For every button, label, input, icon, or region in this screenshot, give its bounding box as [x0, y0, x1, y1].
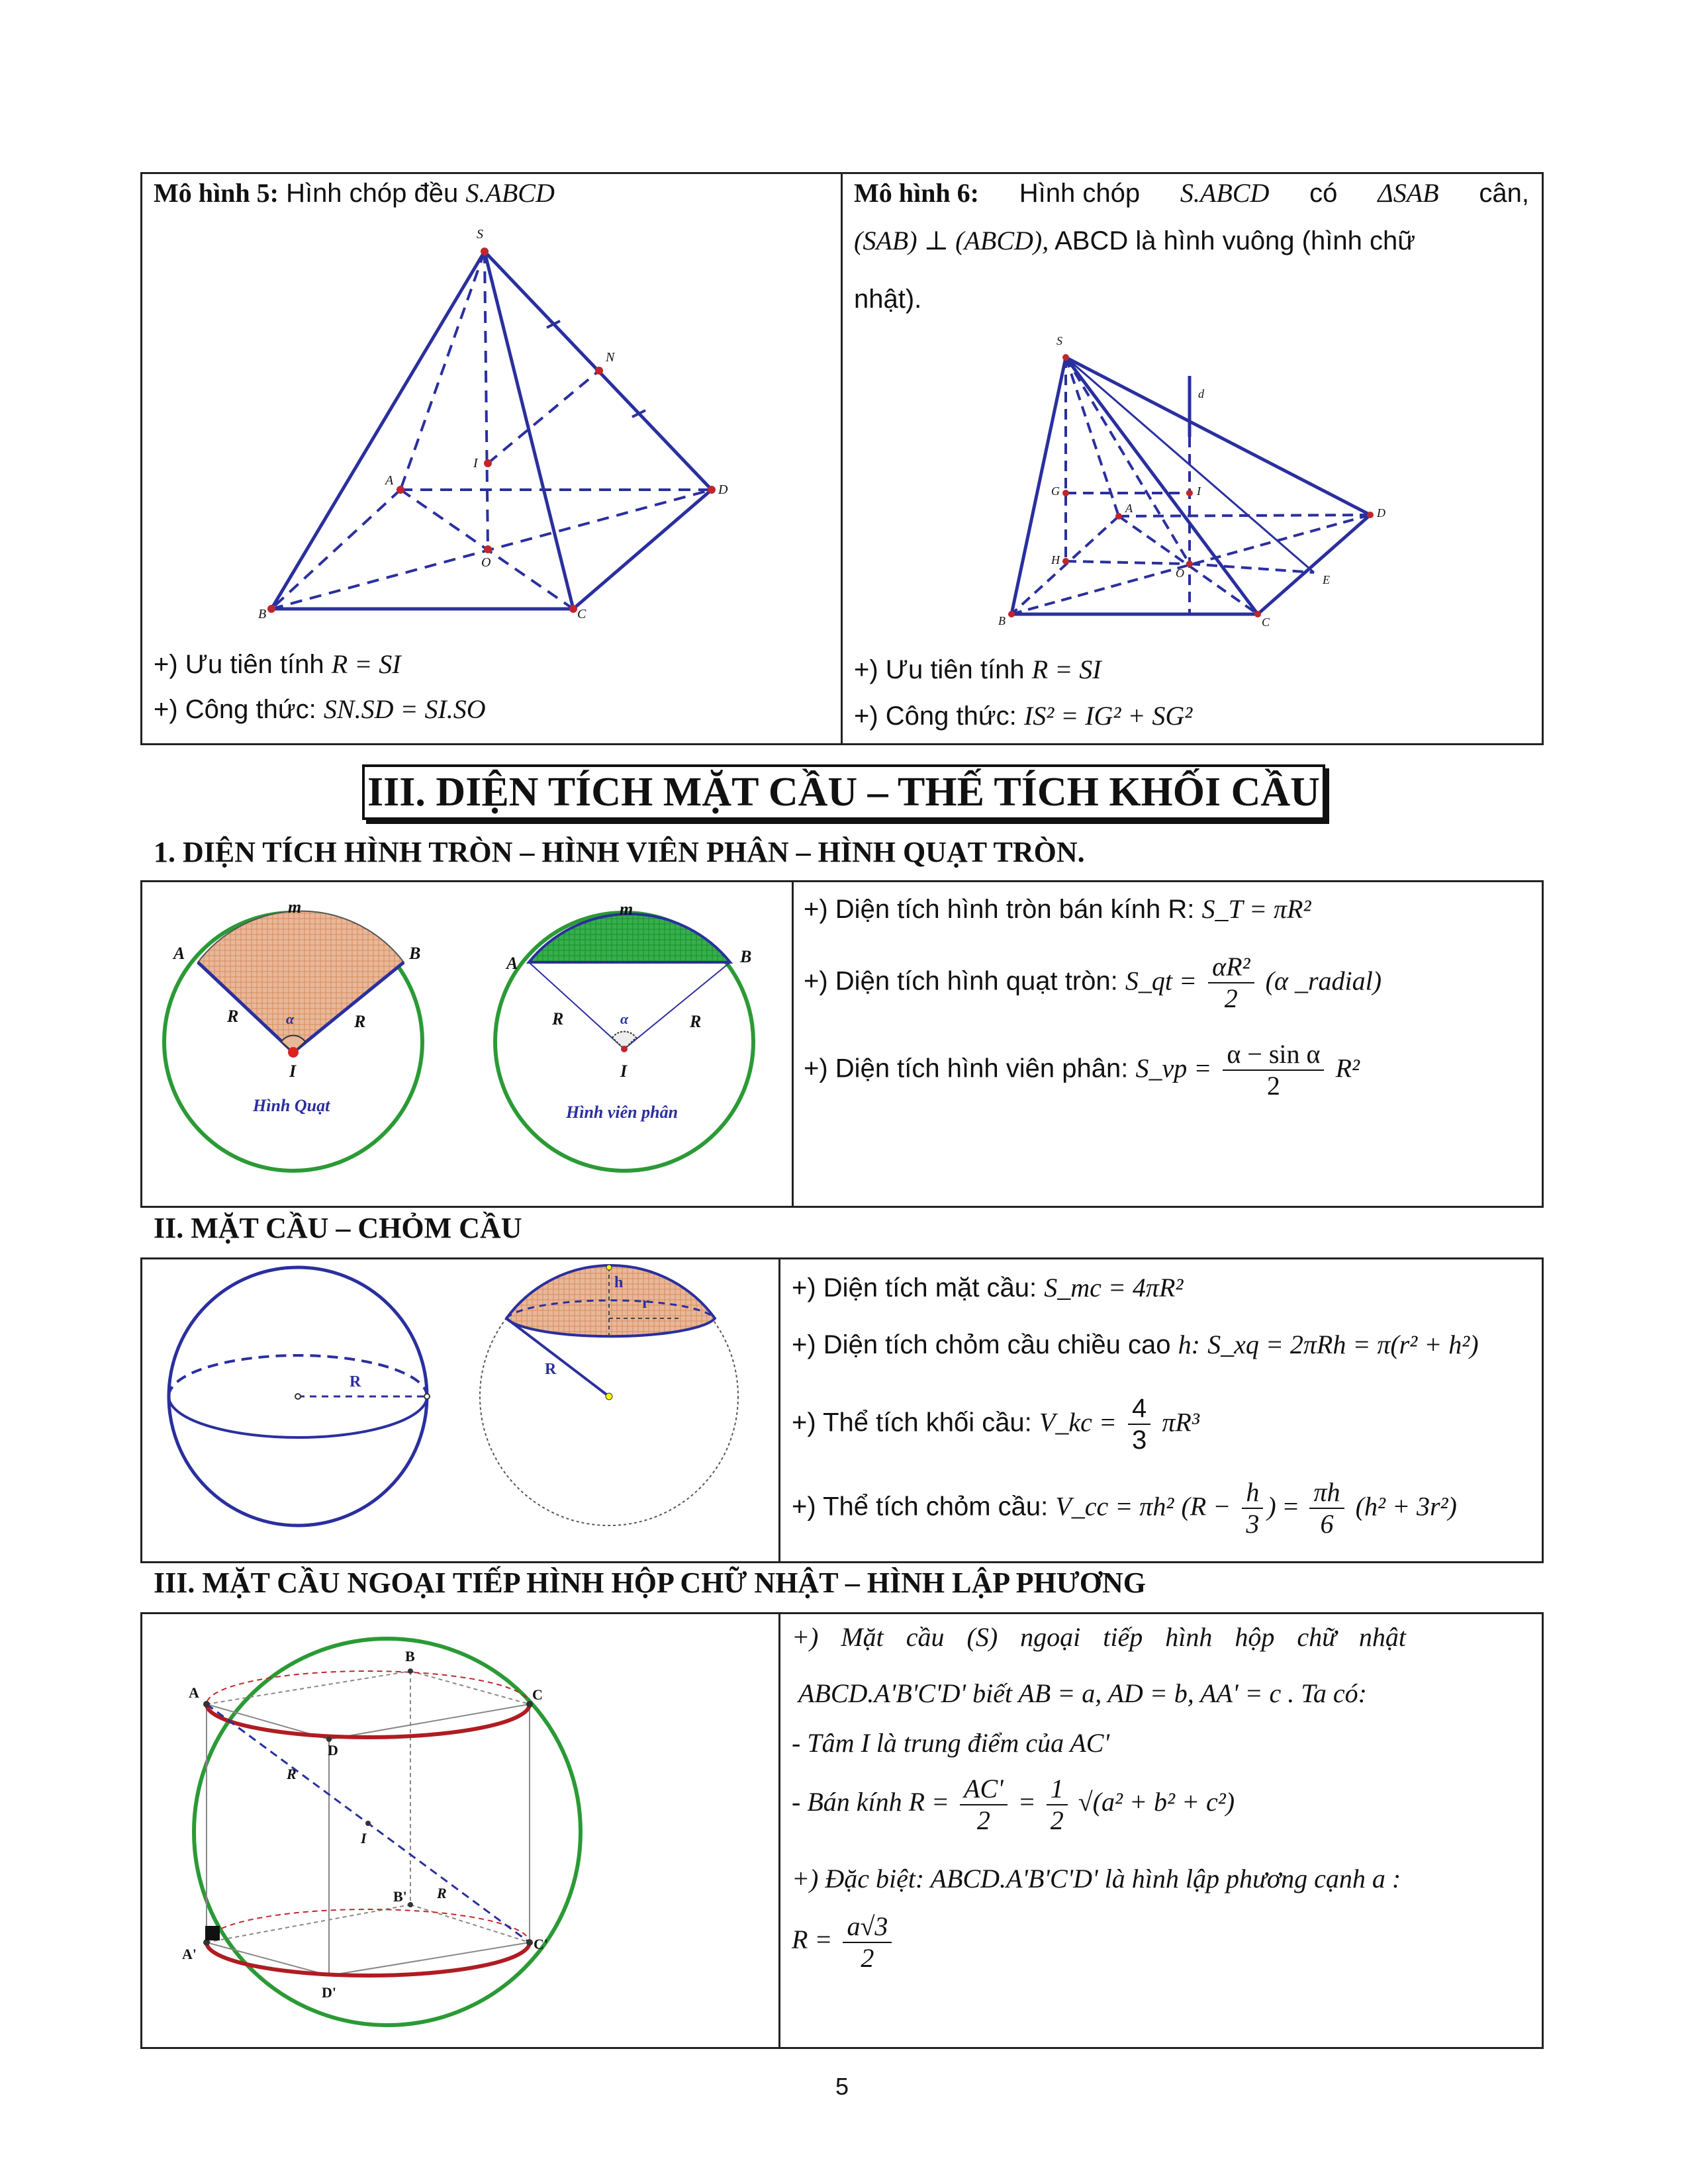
- sec1-fig1-label-R2: R: [354, 1012, 366, 1031]
- sec2-fig2-label-R: R: [545, 1361, 557, 1378]
- sec2-formula-cap-volume: +) Thể tích chỏm cầu: V_cc = πh² (R − $\frac{h}{3}$ ) = $\frac{\pi h}{6}$ (h² + 3r²): [792, 1477, 1457, 1539]
- sec3-label-B2: B': [393, 1888, 407, 1905]
- sec3-label-C: C: [532, 1686, 543, 1703]
- sec1-fig1-label-alpha: α: [286, 1011, 295, 1027]
- sec3-line6: R = $\frac{a√3}{2}$: [792, 1911, 896, 1974]
- model6-line1: Mô hình 6: Hình chóp S.ABCD có ΔSAB cân,: [854, 178, 1529, 208]
- sec3-heading: III. MẶT CẦU NGOẠI TIẾP HÌNH HỘP CHỮ NHẬT – HÌNH LẬP PHƯƠNG: [154, 1567, 1147, 1599]
- m5-label-N: N: [606, 350, 615, 365]
- sec1-fig1-label-m: m: [288, 897, 302, 917]
- sec3-label-A2: A': [182, 1946, 197, 1962]
- m5-label-I: I: [473, 456, 478, 471]
- sec1-fig2-caption: Hình viên phân: [566, 1103, 679, 1122]
- m5-label-C: C: [577, 607, 586, 621]
- m6-label-d: d: [1198, 387, 1204, 400]
- m6-label-G: G: [1051, 484, 1060, 498]
- sec3-label-B: B: [405, 1648, 415, 1664]
- sec1-fig1-label-B: B: [409, 944, 421, 963]
- m6-label-S: S: [1056, 334, 1062, 347]
- model6-formula-2: +) Công thức: IS² = IG² + SG²: [854, 701, 1193, 731]
- sec2-heading: II. MẶT CẦU – CHỎM CẦU: [154, 1212, 522, 1244]
- m6-label-H: H: [1051, 553, 1060, 567]
- sec3-label-I: I: [361, 1830, 367, 1846]
- m6-label-A: A: [1125, 502, 1133, 515]
- m6-label-D: D: [1377, 506, 1385, 520]
- m6-label-B: B: [998, 614, 1006, 627]
- sec3-line1: +) Mặt cầu (S) ngoại tiếp hình hộp chữ nhật: [792, 1622, 1407, 1652]
- sec2-fig2-label-h: h: [614, 1274, 624, 1291]
- sec3-line2: ABCD.A'B'C'D' biết AB = a, AD = b, AA' = c . Ta có:: [798, 1678, 1367, 1708]
- sec3-label-D: D: [328, 1742, 338, 1758]
- sec1-fig2-label-R2: R: [690, 1012, 702, 1031]
- sec1-fig2-label-alpha: α: [620, 1011, 629, 1027]
- sec1-heading: 1. DIỆN TÍCH HÌNH TRÒN – HÌNH VIÊN PHÂN – HÌNH QUẠT TRÒN.: [154, 836, 1085, 868]
- m5-label-B: B: [258, 607, 267, 621]
- sec2-formula-cap-area: +) Diện tích chỏm cầu chiều cao h: S_xq = 2πRh = π(r² + h²): [792, 1330, 1479, 1359]
- sec2-fig1-label-R: R: [350, 1373, 361, 1390]
- m5-label-D: D: [718, 482, 728, 497]
- section-title: III. DIỆN TÍCH MẶT CẦU – THẾ TÍCH KHỐI CẦU: [362, 764, 1325, 820]
- page-number: 5: [835, 2073, 849, 2100]
- m5-label-A: A: [385, 473, 394, 488]
- sec1-formula-circle: +) Diện tích hình tròn bán kính R: S_T = πR²: [804, 894, 1311, 924]
- sec1-formula-sector: +) Diện tích hình quạt tròn: S_qt = $\frac{\text{αR²}}{2}$ (α _radial): [804, 952, 1382, 1013]
- m6-label-C: C: [1262, 615, 1270, 629]
- m5-label-O: O: [481, 555, 491, 570]
- sec1-fig1-caption: Hình Quạt: [253, 1096, 330, 1115]
- sec1-fig1-label-A: A: [173, 944, 185, 963]
- sec1-fig1-label-R1: R: [227, 1007, 239, 1026]
- model6-formula-1: +) Ưu tiên tính R = SI: [854, 655, 1102, 684]
- model6-line3: nhật).: [854, 285, 922, 314]
- sec3-line4: - Bán kính R = $\frac{AC'}{2}$ = $\frac{1}{2}$ √(a² + b² + c²): [792, 1774, 1235, 1835]
- sec1-fig2-label-m: m: [620, 899, 633, 919]
- sec2-fig2-label-r: r: [642, 1295, 649, 1312]
- sec1-fig2-label-A: A: [506, 954, 518, 973]
- m6-label-O: O: [1176, 567, 1184, 580]
- sec3-line5: +) Đặc biệt: ABCD.A'B'C'D' là hình lập phương cạnh a :: [792, 1864, 1401, 1893]
- sec3-label-A: A: [189, 1684, 199, 1701]
- m6-label-I: I: [1197, 484, 1201, 498]
- m6-label-E: E: [1323, 573, 1330, 586]
- model5-formula-2: +) Công thức: SN.SD = SI.SO: [154, 694, 486, 724]
- sec3-line3: - Tâm I là trung điểm của AC': [792, 1728, 1110, 1758]
- sec1-fig1-label-I: I: [289, 1062, 297, 1081]
- model5-formula-1: +) Ưu tiên tính R = SI: [154, 649, 401, 679]
- model5-title: Mô hình 5: Hình chóp đều S.ABCD: [154, 178, 555, 208]
- sec1-fig2-label-I: I: [620, 1062, 628, 1081]
- sec3-label-D2: D': [322, 1984, 336, 2001]
- sec3-label-C2: C': [534, 1936, 548, 1952]
- sec2-formula-sphere-volume: +) Thể tích khối cầu: V_kc = $\frac{4}{3}$ πR³: [792, 1394, 1199, 1455]
- sec1-fig2-label-B: B: [740, 947, 752, 966]
- m5-label-S: S: [477, 227, 483, 242]
- model6-line2: (SAB) ⊥ (ABCD), ABCD là hình vuông (hình chữ: [854, 226, 1415, 255]
- sec3-label-R2: R: [437, 1885, 447, 1901]
- sec2-formula-sphere-area: +) Diện tích mặt cầu: S_mc = 4πR²: [792, 1273, 1184, 1302]
- sec3-label-R1: R: [287, 1766, 297, 1782]
- sec1-formula-segment: +) Diện tích hình viên phân: S_vp = $\frac{\text{α − sin α}}{2}$ R²: [804, 1039, 1360, 1101]
- sec1-fig2-label-R1: R: [552, 1009, 564, 1028]
